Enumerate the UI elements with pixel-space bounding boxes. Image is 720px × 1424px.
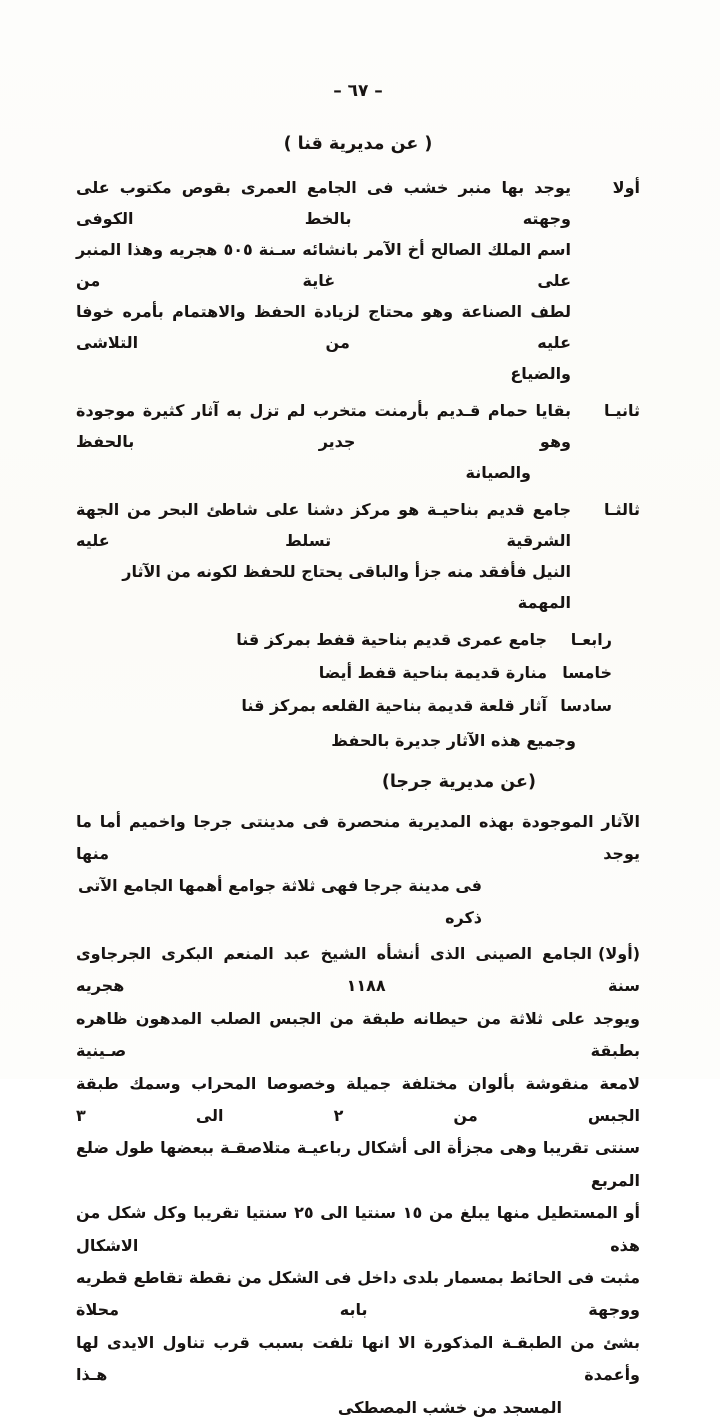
text-line: لطف الصناعة وهو محتاج لزيادة الحفظ والاهتمام بأمره خوفا عليه من التلاشى xyxy=(76,302,571,352)
qena-item-4 xyxy=(76,624,612,656)
item-body xyxy=(76,657,547,689)
text-line: آثار قلعة قديمة بناحية القلعه بمركز قنا xyxy=(241,696,547,715)
text-line: أو المستطيل منها يبلغ من ١٥ سنتيا الى ٢٥ سنتيا تقريبا وكل شكل من هذه الاشكال xyxy=(76,1203,640,1255)
text-line xyxy=(76,938,640,1003)
item-body xyxy=(76,624,547,656)
qena-closing-line: وجميع هذه الآثار جديرة بالحفظ xyxy=(331,731,576,750)
text-line: جامع عمرى قديم بناحية قفط بمركز قنا xyxy=(236,630,547,649)
text-line: المسجد من خشب المصطكى xyxy=(337,1397,562,1417)
text-line: فى مدينة جرجا فهى ثلاثة جوامع أهمها الجامع الآتى ذكره xyxy=(78,876,482,927)
text-line: جامع قديم بناحيـة هو مركز دشنا على شاطئ البحر من الجهة الشرقية تسلط عليه xyxy=(76,500,571,550)
text-line: سنتى تقريبا وهى مجزأة الى أشكال رباعيـة متلاصقـة ببعضها طول ضلع المربع xyxy=(76,1138,640,1190)
item-body xyxy=(76,494,571,618)
item-body xyxy=(76,172,571,389)
text-line: لامعة منقوشة بألوان مختلفة جميلة وخصوصا المحراب وسمك طبقة الجبس من ٢ الى ٣ xyxy=(76,1073,640,1126)
text-line: والضياع xyxy=(510,364,571,383)
qena-item-6 xyxy=(76,690,612,722)
item-marker: سادسا xyxy=(560,696,612,715)
text-line: منارة قديمة بناحية قفط أيضا xyxy=(318,663,547,682)
qena-item-5 xyxy=(76,657,612,689)
item-marker: ثالثـا xyxy=(603,500,640,519)
text-line: يوجد بها منبر خشب فى الجامع العمرى بقوص مكتوب على وجهته بالخط الكوفى xyxy=(76,178,571,228)
item-marker: رابعـا xyxy=(570,630,612,649)
text-line-content: الجامع الصينى الذى أنشأه الشيخ عبد المنعم البكرى الجرجاوى سنة ١١٨٨ هجريه xyxy=(76,944,640,996)
text-line: مثبت فى الحائط بمسمار بلدى داخل فى الشكل من نقطة تقاطع قطريه ووجهة بابه محلاة xyxy=(76,1268,640,1320)
girga-section-heading: (عن مديرية جرجا) xyxy=(381,772,536,792)
qena-section-heading: ( عن مديرية قنا ) xyxy=(283,134,433,154)
qena-item-1 xyxy=(76,172,640,389)
item-marker: خامسا xyxy=(562,663,612,682)
text-line: النيل فأفقد منه جزأ والباقى يحتاج للحفظ لكونه من الآثار المهمة xyxy=(122,562,571,612)
text-line: والصيانة xyxy=(465,463,531,482)
girga-item-1 xyxy=(76,938,640,1424)
text-line: اسم الملك الصالح أخ الآمر بانشائه سـنة ٥٠٥ هجريه وهذا المنبر على غاية من xyxy=(76,240,572,290)
text-line: بشئ من الطبقـة المذكورة الا انها تلفت بسبب قرب تناول الايدى لها وأعمدة هـذا xyxy=(76,1332,640,1385)
text-line: الآثار الموجودة بهذه المديرية منحصرة فى مدينتى جرجا واخميم أما ما يوجد منها xyxy=(76,812,640,863)
text-line: بقايا حمام قـديم بأرمنت متخرب لم تزل به آثار كثيرة موجودة وهو جدير بالحفظ xyxy=(76,401,571,451)
girga-intro-paragraph xyxy=(76,806,640,934)
item-body xyxy=(76,690,547,722)
item-marker: (أولا) xyxy=(598,944,640,963)
page-number: – ٦٧ – xyxy=(333,81,383,101)
item-marker: ثانيـا xyxy=(603,401,640,420)
qena-item-3 xyxy=(76,494,640,618)
item-body xyxy=(76,395,571,488)
text-line: ويوجد على ثلاثة من حيطانه طبقة من الجبس الصلب المدهون ظاهره بطبقة صـينية xyxy=(76,1008,640,1061)
item-marker: أولا xyxy=(612,178,640,197)
qena-item-2 xyxy=(76,395,640,488)
